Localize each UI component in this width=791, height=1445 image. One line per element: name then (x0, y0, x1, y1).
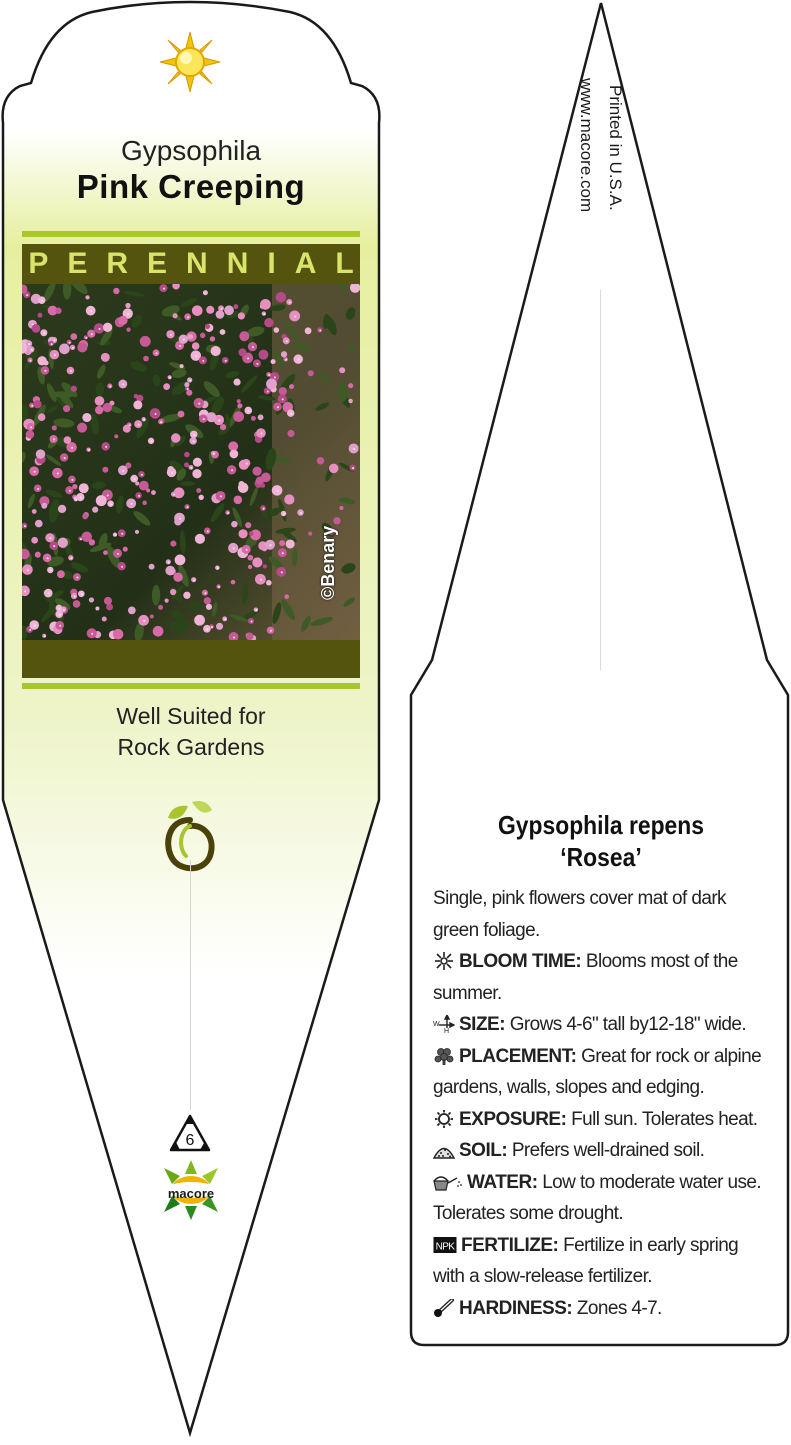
hardiness-icon (433, 1299, 455, 1317)
soil-icon (433, 1141, 455, 1159)
fertilize-text-2: with a slow-release fertilizer. (433, 1266, 652, 1287)
hardiness-row (433, 1293, 778, 1325)
care-instructions (433, 883, 778, 1324)
placement-row (433, 1041, 778, 1073)
latin-name: Gypsophila repens (497, 810, 704, 840)
tagline-line-1: Well Suited for (116, 703, 266, 729)
fertilize-icon (433, 1236, 457, 1254)
bloom-text-1: Blooms most of the (581, 951, 738, 972)
green-rule-top (22, 231, 360, 237)
exposure-text: Full sun. Tolerates heat. (566, 1108, 758, 1130)
water-icon (433, 1173, 463, 1191)
flower-photo (22, 284, 360, 640)
description-line-2: green foliage. (433, 919, 540, 941)
npk-label: NPK (435, 1241, 455, 1252)
placement-text-2: gardens, walls, slopes and edging. (433, 1077, 705, 1098)
fertilize-text-1: Fertilize in early spring (558, 1234, 739, 1256)
size-label: SIZE: (459, 1014, 506, 1035)
bloom-icon (433, 952, 455, 970)
plant-variety: Pink Creeping (76, 168, 306, 205)
placement-icon (433, 1047, 455, 1065)
sun-icon (158, 30, 222, 94)
tagline-line-2: Rock Gardens (117, 734, 265, 760)
photo-credit: ©Benary (318, 525, 338, 600)
website-link[interactable]: www.macore.com (577, 78, 596, 213)
description-line-1: Single, pink flowers cover mat of dark (433, 888, 726, 909)
svg-text:H: H (444, 1028, 449, 1033)
exposure-row (433, 1104, 778, 1136)
size-text: Grows 4-6" tall by12-18" wide. (505, 1014, 747, 1035)
recycle-code: 6 (185, 1132, 195, 1149)
printed-in-usa: Printed in U.S.A. (606, 85, 625, 211)
size-icon (433, 1015, 455, 1033)
water-label: WATER: (467, 1171, 538, 1193)
cultivar-name: ‘Rosea’ (560, 842, 642, 872)
size-row (433, 1009, 778, 1041)
exposure-icon (433, 1110, 455, 1128)
category-band: PERENNIAL (22, 244, 360, 284)
fertilize-label: FERTILIZE: (461, 1234, 559, 1256)
bloom-row (433, 946, 778, 978)
back-divider-line (600, 290, 601, 670)
fertilize-row (433, 1230, 778, 1262)
hardiness-label: HARDINESS: (459, 1297, 573, 1319)
green-rule-bottom (22, 683, 360, 689)
center-guide-line (190, 860, 191, 1110)
soil-text: Prefers well-drained soil. (507, 1140, 705, 1161)
plant-genus: Gypsophila (120, 135, 262, 166)
exposure-label: EXPOSURE: (459, 1108, 567, 1130)
bloom-text-2: summer. (433, 982, 502, 1004)
photo-footer-band (22, 640, 360, 678)
placement-text-1: Great for rock or alpine (576, 1045, 762, 1067)
brand-name: macore (167, 1186, 215, 1201)
soil-label: SOIL: (459, 1140, 508, 1161)
bloom-label: BLOOM TIME: (459, 951, 582, 972)
hardiness-text: Zones 4-7. (572, 1297, 662, 1319)
placement-label: PLACEMENT: (459, 1045, 577, 1067)
soil-row (433, 1135, 778, 1167)
water-text-1: Low to moderate water use. (537, 1171, 762, 1193)
recycle-icon (168, 1113, 212, 1155)
water-text-2: Tolerates some drought. (433, 1203, 624, 1224)
water-row (433, 1167, 778, 1199)
svg-text:W: W (433, 1021, 440, 1028)
